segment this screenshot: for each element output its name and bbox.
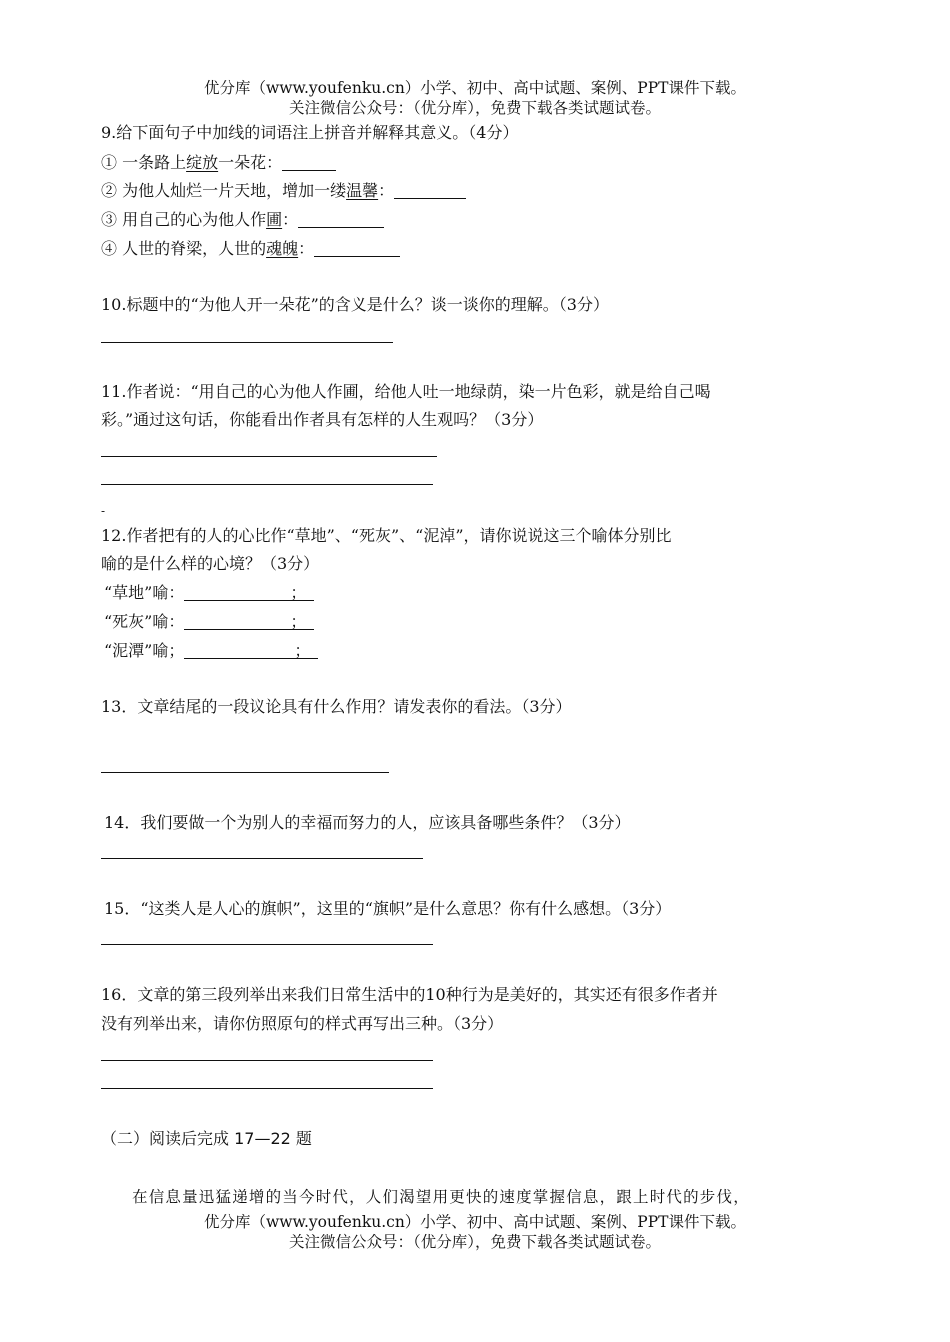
question-9-item-2: [101, 180, 466, 202]
question-16-line-2: 没有列举出来，请你仿照原句的样式再写出三种。（3分）: [101, 1014, 504, 1033]
question-12-line-1: 12.作者把有的人的心比作“草地”、“死灰”、“泥淖”，请你说说这三个喻体分别比: [101, 526, 672, 545]
section-prefix: （二）阅读后完成: [101, 1129, 235, 1148]
answer-blank[interactable]: [184, 583, 314, 601]
header-line-2: 关注微信公众号：（优分库），免费下载各类试题试卷。: [288, 99, 661, 117]
question-9-item-4: [101, 238, 400, 260]
section-range: 17—22: [234, 1129, 291, 1148]
question-11-line-1: 11.作者说：“用自己的心为他人作圃，给他人吐一地绿荫，染一片色彩，就是给自己喝: [101, 382, 711, 401]
item-label: “草地”喻：: [104, 583, 185, 602]
item-prefix: ① 一条路上: [101, 153, 187, 172]
answer-blank[interactable]: [394, 182, 466, 199]
answer-blank[interactable]: [298, 211, 384, 228]
question-13-title: 13．文章结尾的一段议论具有什么作用？请发表你的看法。（3分）: [101, 697, 572, 716]
question-16-line-1: 16．文章的第三段列举出来我们日常生活中的10种行为是美好的，其实还有很多作者并: [101, 985, 718, 1004]
question-12-item-1: [104, 582, 314, 604]
item-label: “死灰”喻：: [104, 612, 185, 631]
underlined-word: 温馨: [346, 181, 379, 200]
question-10-title: 10.标题中的“为他人开一朵花”的含义是什么？谈一谈你的理解。（3分）: [101, 295, 609, 314]
answer-line[interactable]: [101, 1060, 433, 1061]
item-prefix: ④ 人世的脊梁，人世的: [101, 239, 267, 258]
underlined-word: 魂魄: [266, 239, 299, 258]
item-suffix: 一朵花：: [218, 153, 283, 172]
header-line-1: 优分库（www.youfenku.cn）小学、初中、高中试题、案例、PPT课件下载。: [203, 79, 747, 97]
answer-line[interactable]: [101, 1088, 433, 1089]
item-suffix: ：: [378, 181, 395, 200]
footer-line-1: 优分库（www.youfenku.cn）小学、初中、高中试题、案例、PPT课件下载。: [203, 1213, 747, 1231]
section-suffix: 题: [290, 1129, 312, 1148]
item-label: “泥潭”喻；: [104, 641, 185, 660]
passage-first-line: 在信息量迅猛递增的当今时代，人们渴望用更快的速度掌握信息，跟上时代的步伐，: [132, 1188, 750, 1206]
answer-blank[interactable]: [314, 240, 400, 257]
question-9-title: 9.给下面句子中加线的词语注上拼音并解释其意义。（4分）: [101, 123, 519, 142]
question-14-title: 14．我们要做一个为别人的幸福而努力的人，应该具备哪些条件？（3分）: [104, 813, 631, 832]
answer-line[interactable]: [101, 772, 389, 773]
item-end: ；: [290, 583, 307, 602]
item-suffix: ：: [282, 210, 299, 229]
item-end: ；: [290, 612, 307, 631]
question-15-title: 15．“这类人是人心的旗帜”，这里的“旗帜”是什么意思？你有什么感想。（3分）: [104, 899, 672, 918]
question-12-item-2: [104, 611, 314, 633]
answer-blank[interactable]: [282, 154, 336, 171]
stray-dash: -: [101, 504, 106, 518]
underlined-word: 绽放: [186, 153, 219, 172]
item-end: ；: [294, 641, 311, 660]
section-2-heading: [101, 1128, 312, 1150]
item-prefix: ② 为他人灿烂一片天地，增加一缕: [101, 181, 347, 200]
item-suffix: ：: [298, 239, 315, 258]
question-12-item-3: [104, 640, 318, 662]
answer-line[interactable]: [101, 456, 437, 457]
question-11-line-2: 彩。”通过这句话，你能看出作者具有怎样的人生观吗？（3分）: [101, 410, 544, 429]
answer-blank[interactable]: [184, 641, 318, 659]
answer-line[interactable]: [101, 342, 393, 343]
underlined-word: 圃: [266, 210, 283, 229]
answer-blank[interactable]: [184, 612, 314, 630]
answer-line[interactable]: [101, 484, 433, 485]
question-9-item-3: [101, 209, 384, 231]
item-prefix: ③ 用自己的心为他人作: [101, 210, 267, 229]
question-12-line-2: 喻的是什么样的心境？（3分）: [101, 554, 320, 573]
question-9-item-1: [101, 152, 336, 174]
answer-line[interactable]: [101, 944, 433, 945]
footer-line-2: 关注微信公众号：（优分库），免费下载各类试题试卷。: [288, 1233, 661, 1251]
answer-line[interactable]: [101, 858, 423, 859]
